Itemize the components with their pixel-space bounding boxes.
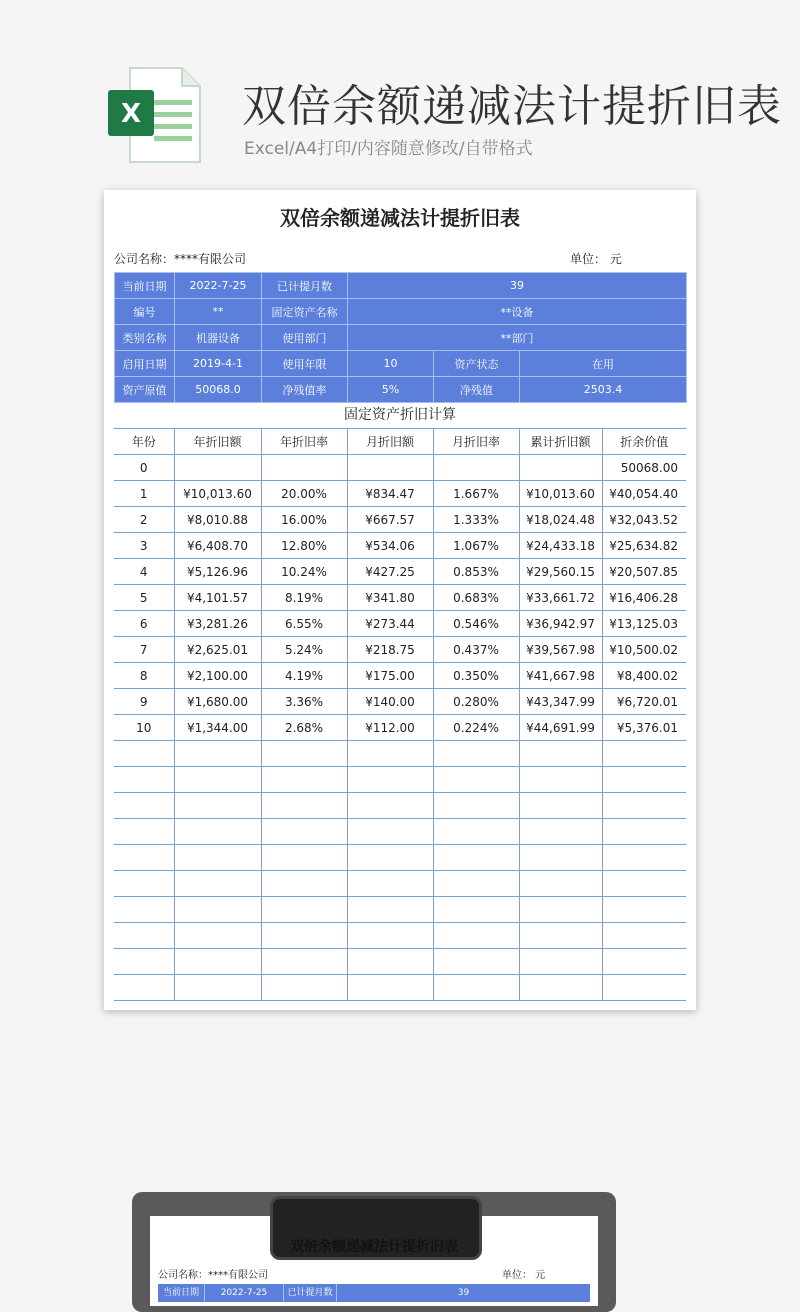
empty-cell (261, 845, 347, 871)
table-cell: ¥175.00 (347, 663, 433, 689)
empty-cell (261, 871, 347, 897)
empty-cell (347, 975, 433, 1001)
table-cell: ¥10,013.60 (519, 481, 602, 507)
asset-info-table (114, 272, 687, 403)
empty-cell (114, 845, 174, 871)
info-value: 39 (348, 273, 687, 299)
table-cell: ¥834.47 (347, 481, 433, 507)
table-cell (519, 455, 602, 481)
empty-cell (261, 923, 347, 949)
column-header: 年折旧额 (174, 429, 261, 455)
table-cell: ¥20,507.85 (602, 559, 686, 585)
empty-cell (347, 923, 433, 949)
table-cell: ¥39,567.98 (519, 637, 602, 663)
empty-cell (433, 741, 519, 767)
table-cell: 0.224% (433, 715, 519, 741)
table-cell: 7 (114, 637, 174, 663)
table-row (114, 611, 686, 637)
empty-cell (602, 871, 686, 897)
column-header: 累计折旧额 (519, 429, 602, 455)
excel-icon (106, 64, 204, 166)
table-cell: 10.24% (261, 559, 347, 585)
sheet-title: 双倍余额递减法计提折旧表 (280, 206, 520, 230)
empty-cell (261, 819, 347, 845)
empty-cell (174, 741, 261, 767)
table-cell: ¥40,054.40 (602, 481, 686, 507)
empty-cell (519, 793, 602, 819)
table-cell (347, 455, 433, 481)
table-cell: 4 (114, 559, 174, 585)
info-label: 类别名称 (115, 325, 175, 351)
table-cell: ¥10,500.02 (602, 637, 686, 663)
table-cell: ¥8,010.88 (174, 507, 261, 533)
preview-cell: 当前日期 (158, 1284, 205, 1302)
empty-cell (347, 767, 433, 793)
table-row (114, 507, 686, 533)
empty-row (114, 975, 686, 1001)
info-label: 净残值率 (262, 377, 348, 403)
preview-company: 公司名称：****有限公司 (158, 1270, 268, 1281)
page-header (0, 0, 800, 180)
table-cell: ¥16,406.28 (602, 585, 686, 611)
empty-cell (602, 975, 686, 1001)
table-cell: 4.19% (261, 663, 347, 689)
info-row-date (115, 273, 687, 299)
info-value: **部门 (348, 325, 687, 351)
table-cell: ¥112.00 (347, 715, 433, 741)
table-row (114, 715, 686, 741)
table-cell: ¥667.57 (347, 507, 433, 533)
empty-cell (114, 819, 174, 845)
table-cell: ¥13,125.03 (602, 611, 686, 637)
empty-row (114, 767, 686, 793)
info-label: 当前日期 (115, 273, 175, 299)
excel-icon-letter: X (120, 99, 142, 129)
column-header: 年份 (114, 429, 174, 455)
empty-cell (433, 975, 519, 1001)
table-cell: 1.667% (433, 481, 519, 507)
empty-cell (347, 897, 433, 923)
table-header-row (114, 429, 686, 455)
empty-cell (114, 793, 174, 819)
preview-unit: 单位： 元 (502, 1270, 546, 1281)
table-row (114, 637, 686, 663)
empty-cell (602, 793, 686, 819)
empty-cell (114, 975, 174, 1001)
info-value: ** (175, 299, 262, 325)
empty-cell (602, 767, 686, 793)
table-row (114, 533, 686, 559)
table-cell: 0.350% (433, 663, 519, 689)
empty-cell (347, 845, 433, 871)
info-row-code (115, 299, 687, 325)
info-row-start (115, 351, 687, 377)
empty-row (114, 793, 686, 819)
empty-row (114, 949, 686, 975)
section-title: 固定资产折旧计算 (344, 407, 456, 423)
table-cell: 2 (114, 507, 174, 533)
table-cell: 6 (114, 611, 174, 637)
info-value: 10 (348, 351, 434, 377)
empty-cell (347, 793, 433, 819)
table-cell: 50068.00 (602, 455, 686, 481)
table-cell: ¥6,720.01 (602, 689, 686, 715)
info-value: 2503.4 (520, 377, 687, 403)
preview-cell: 39 (457, 1288, 470, 1298)
info-label: 净残值 (434, 377, 520, 403)
table-row (114, 481, 686, 507)
empty-cell (433, 845, 519, 871)
empty-cell (114, 897, 174, 923)
empty-cell (174, 897, 261, 923)
empty-cell (261, 949, 347, 975)
currency-unit: 单位： 元 (570, 252, 622, 266)
table-cell: ¥1,680.00 (174, 689, 261, 715)
table-cell: ¥10,013.60 (174, 481, 261, 507)
info-label: 编号 (115, 299, 175, 325)
table-cell: ¥36,942.97 (519, 611, 602, 637)
table-cell: ¥341.80 (347, 585, 433, 611)
table-cell (261, 455, 347, 481)
table-cell: 0.546% (433, 611, 519, 637)
table-cell: 8 (114, 663, 174, 689)
table-cell: ¥5,376.01 (602, 715, 686, 741)
table-cell (433, 455, 519, 481)
empty-cell (519, 741, 602, 767)
empty-cell (519, 819, 602, 845)
empty-cell (347, 949, 433, 975)
info-value: 2019-4-1 (175, 351, 262, 377)
table-row (114, 689, 686, 715)
table-cell: ¥3,281.26 (174, 611, 261, 637)
table-row (114, 663, 686, 689)
empty-cell (261, 767, 347, 793)
empty-cell (519, 845, 602, 871)
empty-cell (433, 949, 519, 975)
info-value: 2022-7-25 (175, 273, 262, 299)
info-label: 固定资产名称 (262, 299, 348, 325)
empty-cell (602, 923, 686, 949)
empty-cell (261, 897, 347, 923)
table-cell: ¥18,024.48 (519, 507, 602, 533)
table-cell: 0.853% (433, 559, 519, 585)
table-cell: ¥8,400.02 (602, 663, 686, 689)
table-cell: 10 (114, 715, 174, 741)
empty-cell (347, 871, 433, 897)
info-label: 资产原值 (115, 377, 175, 403)
empty-cell (174, 819, 261, 845)
empty-cell (114, 949, 174, 975)
table-cell: 0.437% (433, 637, 519, 663)
empty-cell (433, 793, 519, 819)
empty-cell (433, 923, 519, 949)
info-value: 5% (348, 377, 434, 403)
empty-row (114, 845, 686, 871)
table-cell: ¥427.25 (347, 559, 433, 585)
empty-cell (519, 923, 602, 949)
page-title: 双倍余额递减法计提折旧表 (242, 81, 782, 132)
table-cell: ¥218.75 (347, 637, 433, 663)
table-cell: 9 (114, 689, 174, 715)
table-cell: ¥2,625.01 (174, 637, 261, 663)
empty-cell (261, 793, 347, 819)
info-row-value (115, 377, 687, 403)
empty-cell (174, 845, 261, 871)
empty-cell (174, 975, 261, 1001)
page-subtitle: Excel/A4打印/内容随意修改/自带格式 (244, 139, 533, 159)
empty-cell (602, 897, 686, 923)
info-label: 使用年限 (262, 351, 348, 377)
info-label: 资产状态 (434, 351, 520, 377)
empty-cell (519, 767, 602, 793)
empty-cell (519, 897, 602, 923)
empty-cell (114, 767, 174, 793)
empty-row (114, 819, 686, 845)
table-cell: 1.333% (433, 507, 519, 533)
info-label: 已计提月数 (262, 273, 348, 299)
info-value: **设备 (348, 299, 687, 325)
empty-cell (174, 871, 261, 897)
empty-cell (602, 819, 686, 845)
table-cell: 0.280% (433, 689, 519, 715)
empty-cell (602, 845, 686, 871)
table-cell: ¥25,634.82 (602, 533, 686, 559)
table-cell: ¥534.06 (347, 533, 433, 559)
table-cell: 3.36% (261, 689, 347, 715)
preview-info-row (158, 1284, 590, 1302)
info-label: 启用日期 (115, 351, 175, 377)
empty-cell (114, 871, 174, 897)
empty-cell (602, 949, 686, 975)
empty-cell (174, 767, 261, 793)
table-cell: 5 (114, 585, 174, 611)
table-cell: 6.55% (261, 611, 347, 637)
table-cell: ¥24,433.18 (519, 533, 602, 559)
info-row-category (115, 325, 687, 351)
empty-cell (347, 819, 433, 845)
column-header: 月折旧额 (347, 429, 433, 455)
empty-cell (347, 741, 433, 767)
empty-cell (174, 949, 261, 975)
table-cell: ¥5,126.96 (174, 559, 261, 585)
empty-cell (519, 949, 602, 975)
empty-cell (433, 767, 519, 793)
table-cell: 0.683% (433, 585, 519, 611)
empty-row (114, 897, 686, 923)
table-row (114, 455, 686, 481)
table-cell: ¥43,347.99 (519, 689, 602, 715)
table-cell: ¥6,408.70 (174, 533, 261, 559)
info-value: 在用 (520, 351, 687, 377)
table-cell: ¥32,043.52 (602, 507, 686, 533)
preview-cell: 已计提月数 (284, 1284, 337, 1302)
depreciation-table (114, 428, 686, 1001)
empty-cell (261, 741, 347, 767)
table-cell: 16.00% (261, 507, 347, 533)
table-cell: 2.68% (261, 715, 347, 741)
empty-row (114, 871, 686, 897)
table-cell (174, 455, 261, 481)
empty-cell (519, 975, 602, 1001)
empty-cell (261, 975, 347, 1001)
empty-cell (433, 897, 519, 923)
table-cell: 8.19% (261, 585, 347, 611)
table-cell: 1.067% (433, 533, 519, 559)
info-value: 机器设备 (175, 325, 262, 351)
empty-row (114, 923, 686, 949)
table-cell: 12.80% (261, 533, 347, 559)
table-cell: ¥273.44 (347, 611, 433, 637)
info-value: 50068.0 (175, 377, 262, 403)
table-cell: 20.00% (261, 481, 347, 507)
empty-cell (433, 871, 519, 897)
table-cell: 1 (114, 481, 174, 507)
column-header: 折余价值 (602, 429, 686, 455)
empty-row (114, 741, 686, 767)
empty-cell (114, 741, 174, 767)
table-cell: ¥29,560.15 (519, 559, 602, 585)
preview-cell: 2022-7-25 (205, 1284, 284, 1302)
table-cell: ¥140.00 (347, 689, 433, 715)
table-row (114, 559, 686, 585)
table-cell: ¥41,667.98 (519, 663, 602, 689)
empty-cell (433, 819, 519, 845)
table-cell: ¥33,661.72 (519, 585, 602, 611)
empty-cell (114, 923, 174, 949)
table-cell: ¥4,101.57 (174, 585, 261, 611)
table-cell: 0 (114, 455, 174, 481)
column-header: 年折旧率 (261, 429, 347, 455)
table-cell: ¥2,100.00 (174, 663, 261, 689)
column-header: 月折旧率 (433, 429, 519, 455)
table-cell: 5.24% (261, 637, 347, 663)
empty-cell (602, 741, 686, 767)
table-row (114, 585, 686, 611)
table-cell: ¥1,344.00 (174, 715, 261, 741)
empty-cell (519, 871, 602, 897)
table-cell: ¥44,691.99 (519, 715, 602, 741)
info-label: 使用部门 (262, 325, 348, 351)
empty-cell (174, 793, 261, 819)
preview-title: 双倍余额递减法计提折旧表 (290, 1239, 458, 1255)
company-name: 公司名称：****有限公司 (114, 252, 247, 266)
table-cell: 3 (114, 533, 174, 559)
empty-cell (174, 923, 261, 949)
spreadsheet-preview (104, 190, 696, 1010)
